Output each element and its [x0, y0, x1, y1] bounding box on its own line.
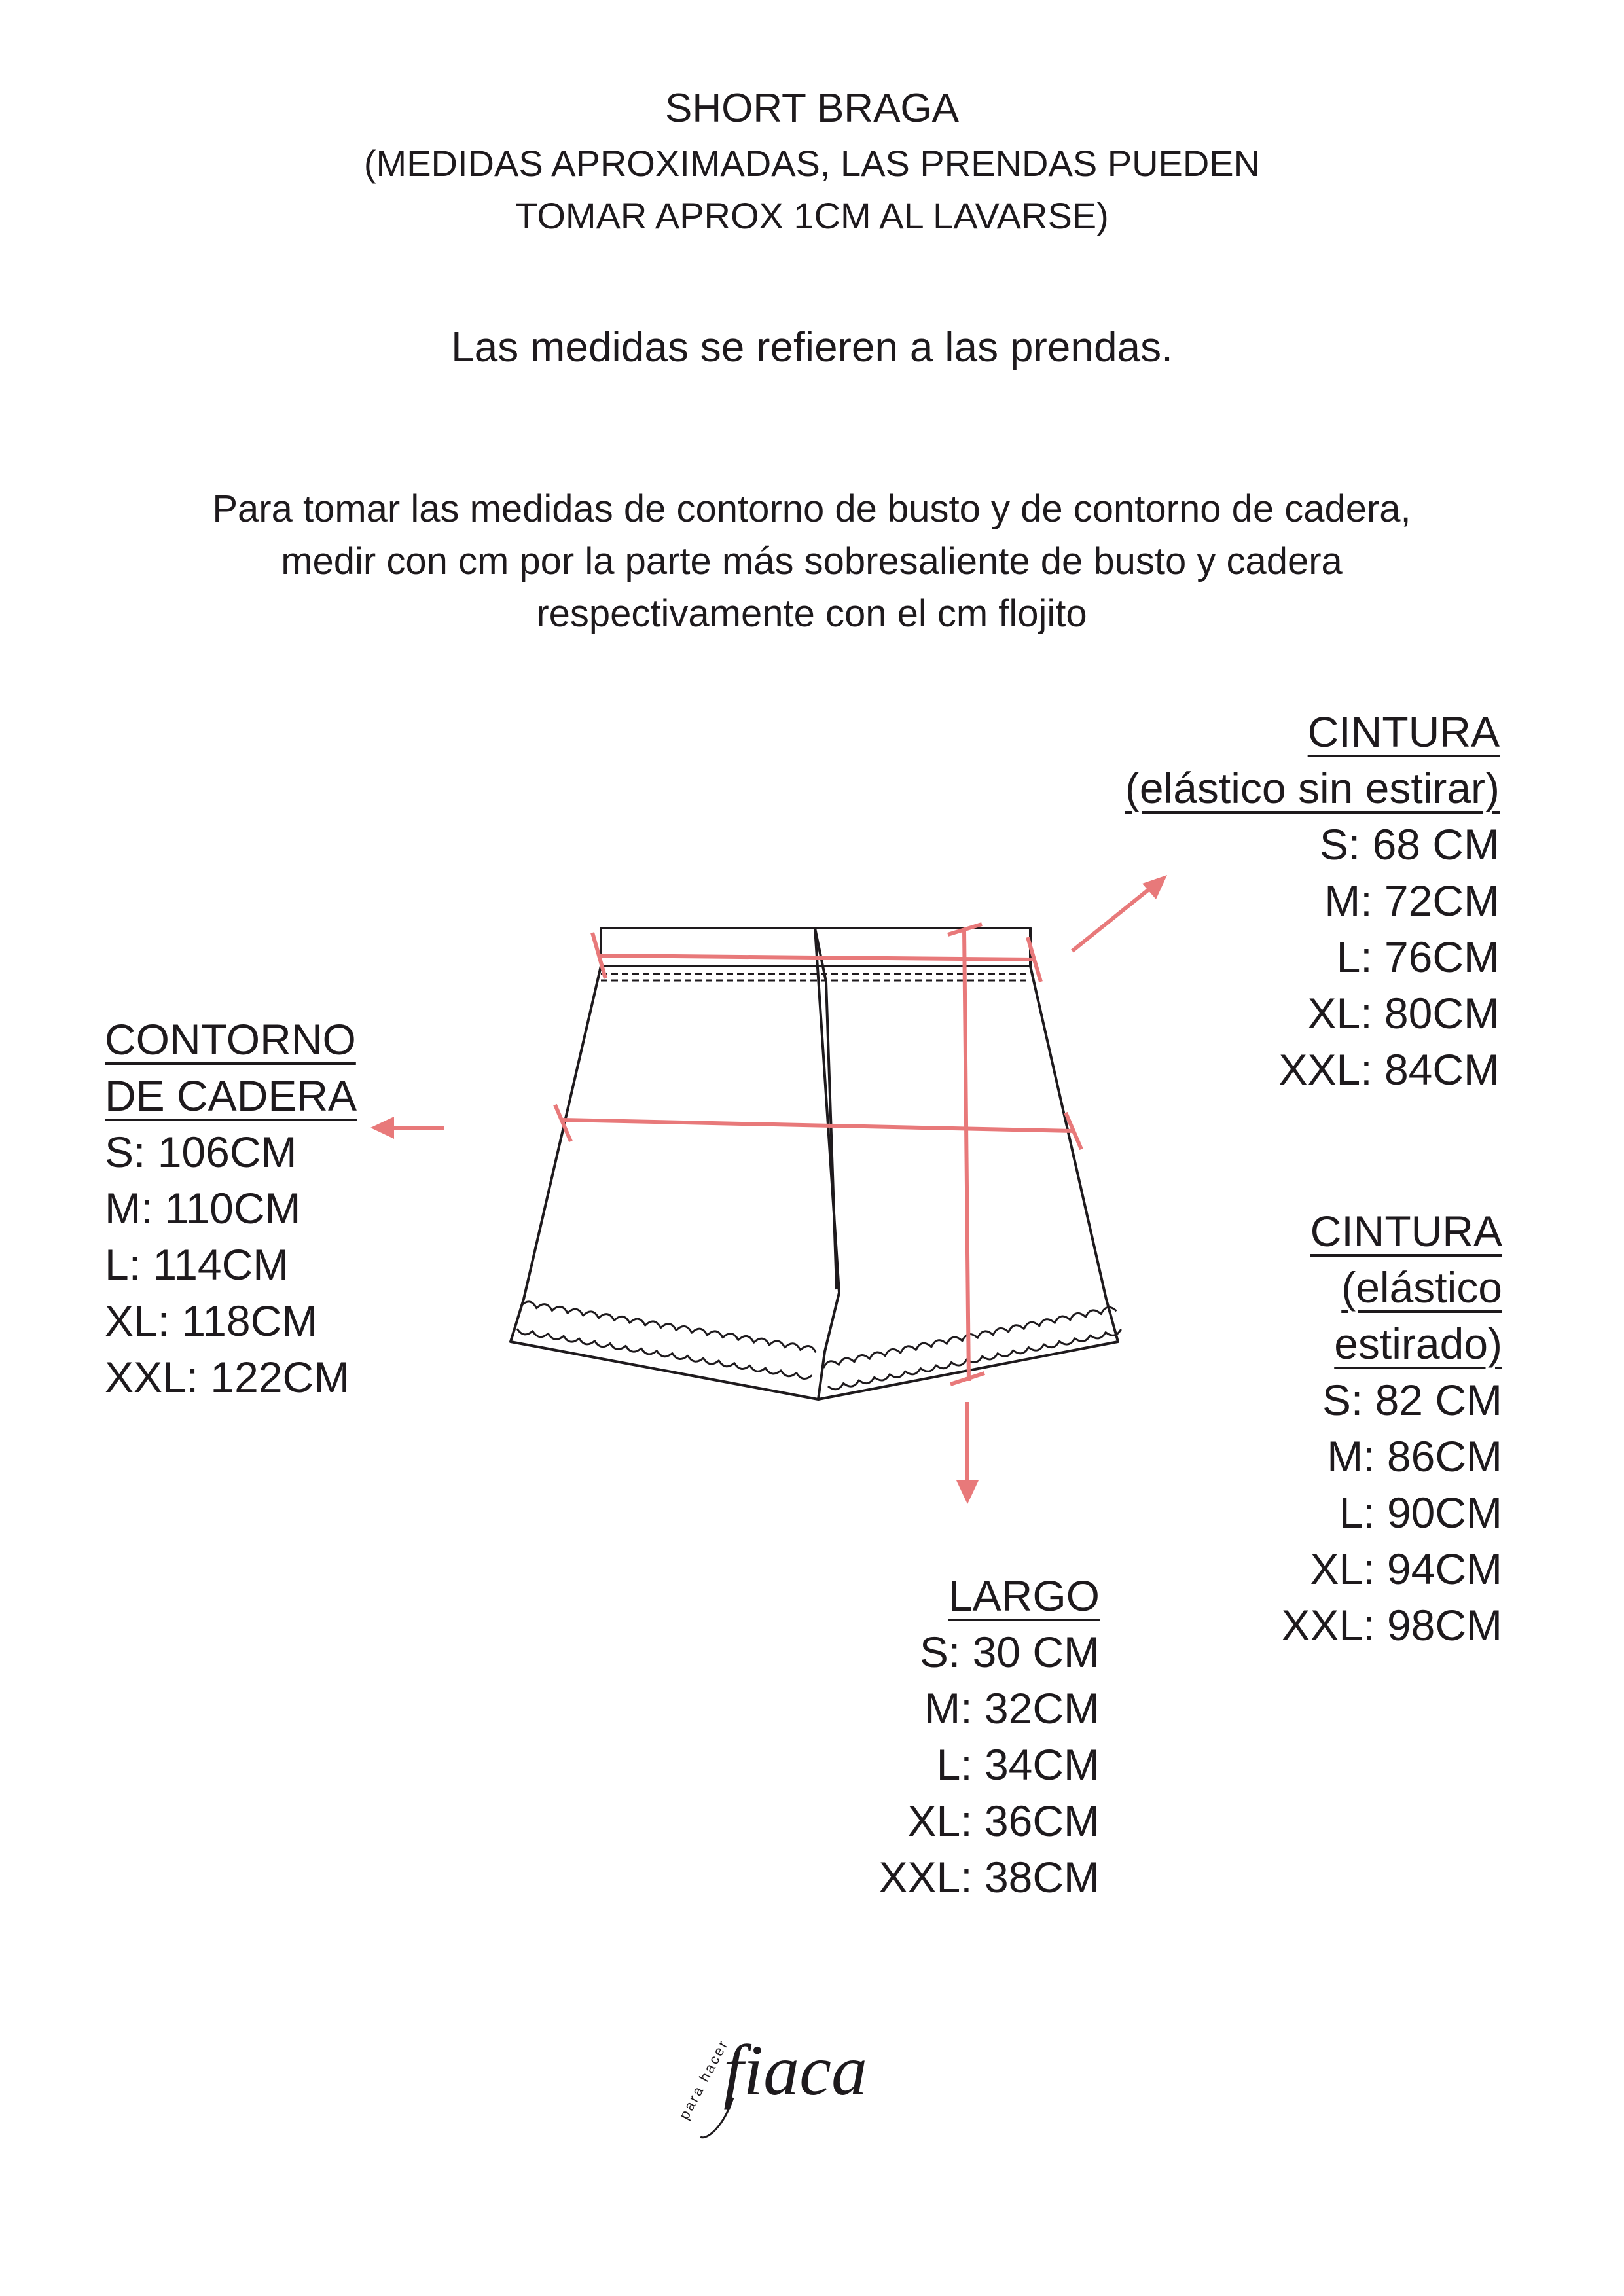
logo-wordmark: fiaca — [723, 2030, 867, 2110]
length-title: LARGO — [948, 1571, 1100, 1620]
hip-size-l: L: 114CM — [105, 1240, 289, 1289]
measuring-instructions: Para tomar las medidas de contorno de busto y de contorno de cadera, medir con cm por la parte más sobresaliente de busto y cadera respectivamente con el cm flojito — [212, 488, 1411, 635]
waist-stretched-size-s: S: 82 CM — [1322, 1376, 1502, 1424]
waist-stretched-size-xl: XL: 94CM — [1310, 1545, 1502, 1593]
length-measure-line — [964, 929, 969, 1381]
waist-size-s: S: 68 CM — [1319, 820, 1500, 869]
hip-title-line-1: CONTORNO — [105, 1015, 356, 1064]
waist-size-xl: XL: 80CM — [1307, 989, 1500, 1037]
hip-title-line-2: DE CADERA — [105, 1071, 357, 1120]
hip-size-m: M: 110CM — [105, 1184, 301, 1232]
waist-size-m: M: 72CM — [1324, 876, 1500, 925]
waist-stretched-size-xxl: XXL: 98CM — [1281, 1601, 1502, 1649]
waist-stretched-title: CINTURA — [1310, 1207, 1502, 1255]
length-size-xxl: XXL: 38CM — [878, 1853, 1100, 1901]
subtitle-line-2: TOMAR APROX 1CM AL LAVARSE) — [515, 195, 1109, 236]
length-size-xl: XL: 36CM — [907, 1797, 1100, 1845]
waist-size-l: L: 76CM — [1336, 933, 1500, 981]
waist-measure-line — [599, 956, 1034, 960]
logo-tagline: para hacer — [676, 2036, 732, 2123]
waist-size-xxl: XXL: 84CM — [1278, 1045, 1500, 1094]
waist-stretched-measurements — [1282, 1203, 1502, 1653]
hip-size-s: S: 106CM — [105, 1128, 297, 1176]
brand-logo — [661, 1990, 962, 2147]
hip-measurements — [105, 1011, 357, 1405]
hip-size-xl: XL: 118CM — [105, 1297, 318, 1345]
waist-title: CINTURA — [1307, 708, 1500, 756]
measurement-lines — [370, 875, 1167, 1504]
page-title: SHORT BRAGA — [664, 86, 960, 131]
hip-measure-line — [563, 1120, 1074, 1131]
shorts-outline — [511, 928, 1122, 1399]
waist-measurements — [1125, 704, 1500, 1098]
length-size-l: L: 34CM — [936, 1740, 1100, 1789]
length-size-s: S: 30 CM — [919, 1628, 1100, 1676]
waist-stretched-size-l: L: 90CM — [1339, 1488, 1502, 1537]
waist-stretched-size-m: M: 86CM — [1327, 1432, 1502, 1480]
hip-size-xxl: XXL: 122CM — [105, 1353, 350, 1401]
waist-stretched-subtitle-line-2: estirado) — [1334, 1319, 1502, 1368]
length-measurements — [785, 1568, 1100, 1905]
garment-note: Las medidas se refieren a las prendas. — [451, 323, 1173, 370]
subtitle-line-1: (MEDIDAS APROXIMADAS, LAS PRENDAS PUEDEN — [363, 143, 1261, 184]
waist-subtitle: (elástico sin estirar) — [1125, 764, 1500, 812]
length-size-m: M: 32CM — [924, 1684, 1100, 1732]
waist-stretched-subtitle-line-1: (elástico — [1341, 1263, 1502, 1312]
